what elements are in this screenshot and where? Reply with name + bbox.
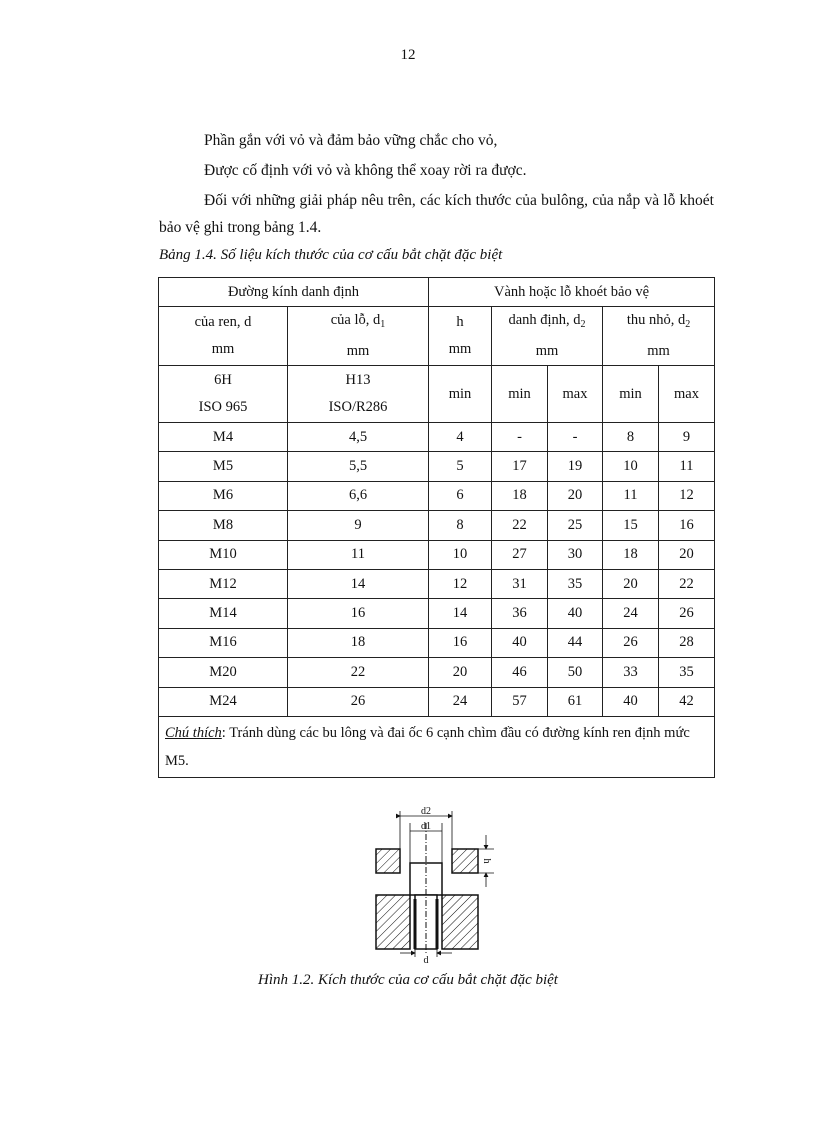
- table-cell: 24: [429, 687, 492, 716]
- table-cell: M6: [159, 481, 288, 510]
- table-cell: 20: [548, 481, 603, 510]
- upper-plate-right: [452, 849, 478, 873]
- table-cell: 61: [548, 687, 603, 716]
- table-row: [159, 452, 715, 481]
- table-cell: 26: [603, 628, 659, 657]
- table-cell: 50: [548, 658, 603, 687]
- table-cell: 22: [288, 658, 429, 687]
- table-cell: 28: [659, 628, 715, 657]
- header-h: [429, 307, 492, 366]
- table-cell: M16: [159, 628, 288, 657]
- header-nominal: [492, 307, 603, 366]
- page-number: 12: [400, 47, 416, 63]
- table-cell: 18: [288, 628, 429, 657]
- table-cell: 11: [659, 452, 715, 481]
- table-cell: 44: [548, 628, 603, 657]
- table-cell: 12: [659, 481, 715, 510]
- table-cell: 26: [288, 687, 429, 716]
- table-cell: M8: [159, 511, 288, 540]
- spec-table: [158, 277, 715, 778]
- header-reduced-sub: 2: [685, 319, 691, 330]
- header-nominal-label-wrap: [494, 307, 600, 338]
- table-caption: Bảng 1.4. Số liệu kích thước của cơ cấu bắt chặt đặc biệt: [159, 247, 503, 263]
- figure-caption: Hình 1.2. Kích thước của cơ cấu bắt chặt đặc biệt: [258, 972, 558, 988]
- hole-std: ISO/R286: [328, 399, 388, 415]
- table-cell: 9: [659, 423, 715, 452]
- table-cell: 10: [603, 452, 659, 481]
- table-cell: 11: [603, 481, 659, 510]
- header-max-reduced: max: [659, 366, 715, 423]
- table-cell: 25: [548, 511, 603, 540]
- table-cell: M20: [159, 658, 288, 687]
- table-cell: 31: [492, 569, 548, 598]
- table-row: [159, 540, 715, 569]
- header-thread: [159, 307, 288, 366]
- table-cell: 20: [659, 540, 715, 569]
- table-cell: M24: [159, 687, 288, 716]
- header-hole: [288, 307, 429, 366]
- thread-tol: 6H: [214, 372, 232, 388]
- table-cell: 22: [492, 511, 548, 540]
- table-cell: 16: [288, 599, 429, 628]
- paragraph-1: Phần gắn với vỏ và đảm bảo vững chắc cho vỏ,: [204, 132, 498, 149]
- table-cell: 10: [429, 540, 492, 569]
- header-thread-tolerance: [159, 366, 288, 423]
- table-row: [159, 687, 715, 716]
- table-cell: 6: [429, 481, 492, 510]
- table-cell: 42: [659, 687, 715, 716]
- header-reduced-unit: mm: [647, 343, 670, 359]
- table-cell: 57: [492, 687, 548, 716]
- table-cell: 9: [288, 511, 429, 540]
- table-cell: 26: [659, 599, 715, 628]
- header-hole-label: của lỗ, d: [330, 312, 381, 328]
- table-cell: 18: [603, 540, 659, 569]
- table-row: [159, 481, 715, 510]
- header-reduced-label-wrap: [605, 307, 712, 338]
- table-cell: 17: [492, 452, 548, 481]
- table-row: [159, 569, 715, 598]
- h-label: h: [481, 858, 492, 864]
- header-min-h: min: [429, 366, 492, 423]
- thread-std: ISO 965: [198, 399, 248, 415]
- table-cell: M4: [159, 423, 288, 452]
- table-note: [159, 716, 715, 777]
- header-reduced: [603, 307, 715, 366]
- lower-plate-right: [442, 895, 478, 949]
- table-cell: 16: [429, 628, 492, 657]
- table-cell: 40: [548, 599, 603, 628]
- d2-label: d2: [421, 806, 431, 817]
- table-cell: 8: [429, 511, 492, 540]
- header-thread-unit: mm: [211, 341, 235, 357]
- table-cell: -: [548, 423, 603, 452]
- table-cell: M14: [159, 599, 288, 628]
- paragraph-2: Được cố định với vỏ và không thể xoay rời ra được.: [204, 162, 527, 179]
- note-text: : Tránh dùng các bu lông và đai ốc 6 cạnh chìm đầu có đường kính ren định mức M5.: [165, 724, 690, 769]
- table-row: [159, 423, 715, 452]
- table-row: [159, 628, 715, 657]
- table-cell: 33: [603, 658, 659, 687]
- header-thread-label: của ren, d: [194, 314, 252, 330]
- table-cell: 24: [603, 599, 659, 628]
- header-hole-label-wrap: [290, 307, 426, 338]
- hole-tol: H13: [345, 372, 371, 388]
- table-cell: 20: [603, 569, 659, 598]
- header-nominal-unit: mm: [535, 343, 559, 359]
- table-cell: 18: [492, 481, 548, 510]
- table-cell: 35: [659, 658, 715, 687]
- header-hole-unit: mm: [346, 343, 370, 359]
- table-cell: 20: [429, 658, 492, 687]
- table-cell: 46: [492, 658, 548, 687]
- table-cell: 36: [492, 599, 548, 628]
- header-reduced-label: thu nhỏ, d: [626, 312, 686, 328]
- table-cell: M12: [159, 569, 288, 598]
- d-label: d: [423, 955, 429, 965]
- header-nominal-sub: 2: [580, 319, 586, 330]
- header-hole-sub: 1: [380, 319, 386, 330]
- table-cell: 4,5: [288, 423, 429, 452]
- table-cell: 14: [429, 599, 492, 628]
- table-cell: 6,6: [288, 481, 429, 510]
- table-cell: 11: [288, 540, 429, 569]
- header-hole-tolerance: [288, 366, 429, 423]
- table-cell: 35: [548, 569, 603, 598]
- d1-label: d1: [421, 821, 431, 832]
- table-cell: 8: [603, 423, 659, 452]
- table-cell: -: [492, 423, 548, 452]
- header-group-nominal-diameter: Đường kính danh định: [159, 278, 429, 307]
- table-cell: 14: [288, 569, 429, 598]
- header-min-reduced: min: [603, 366, 659, 423]
- table-cell: M5: [159, 452, 288, 481]
- table-cell: 5: [429, 452, 492, 481]
- table-cell: 15: [603, 511, 659, 540]
- note-label: Chú thích: [165, 724, 222, 741]
- table-cell: 22: [659, 569, 715, 598]
- table-cell: 5,5: [288, 452, 429, 481]
- table-cell: 4: [429, 423, 492, 452]
- table-cell: 12: [429, 569, 492, 598]
- table-cell: M10: [159, 540, 288, 569]
- header-h-unit: mm: [448, 341, 472, 357]
- header-min-nominal: min: [492, 366, 548, 423]
- table-cell: 40: [492, 628, 548, 657]
- table-row: [159, 511, 715, 540]
- header-max-nominal: max: [548, 366, 603, 423]
- table-cell: 40: [603, 687, 659, 716]
- table-cell: 27: [492, 540, 548, 569]
- header-h-label: h: [456, 314, 464, 330]
- table-cell: 19: [548, 452, 603, 481]
- table-row: [159, 658, 715, 687]
- paragraph-3: Đối với những giải pháp nêu trên, các kích thước của bulông, của nắp và lỗ khoét bảo vệ ghi trong bảng 1.4.: [159, 192, 714, 236]
- table-cell: 30: [548, 540, 603, 569]
- table-row: [159, 599, 715, 628]
- lower-plate-left: [376, 895, 410, 949]
- table-cell: 16: [659, 511, 715, 540]
- header-nominal-label: danh định, d: [508, 312, 581, 328]
- upper-plate-left: [376, 849, 400, 873]
- fastener-diagram: [360, 803, 500, 965]
- header-group-protective-recess: Vành hoặc lỗ khoét bảo vệ: [429, 278, 715, 307]
